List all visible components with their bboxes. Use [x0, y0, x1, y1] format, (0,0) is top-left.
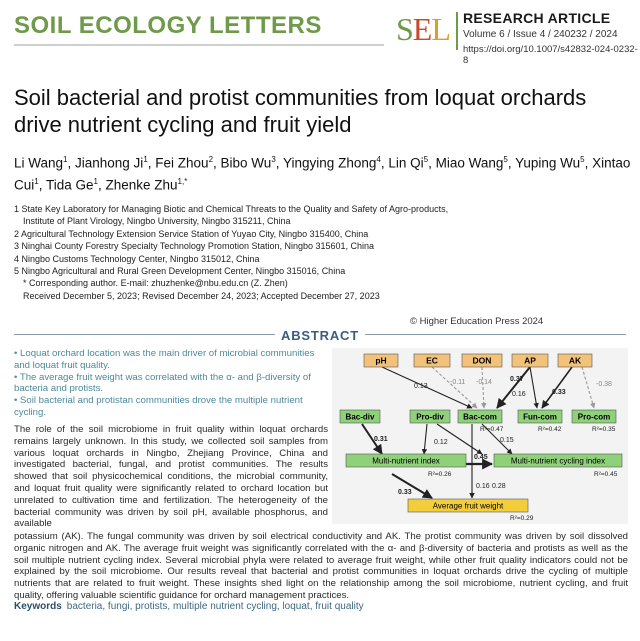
- author-name: Tida Ge: [45, 177, 94, 192]
- author-affiliation-mark: 5: [503, 155, 508, 164]
- author-affiliation-mark: 1: [63, 155, 68, 164]
- r2-fruit: R²=0.29: [510, 515, 534, 522]
- volume-info: Volume 6 / Issue 4 / 240232 / 2024: [463, 29, 618, 40]
- affiliation-1-cont: Institute of Plant Virology, Ningbo University, Ningbo 315211, China: [23, 216, 291, 227]
- label-bac-com: Bac-com: [463, 412, 497, 422]
- highlight-3: • Soil bacterial and protistan communities drove the multiple nutrient cycling.: [14, 395, 303, 418]
- coef-extra: 0.28: [492, 483, 506, 490]
- author-name: Yuping Wu: [515, 155, 581, 171]
- coef-ec: -0.11: [450, 379, 466, 386]
- abstract-text-full: potassium (AK). The fungal community was driven by soil electrical conductivity and AK. The protist community was driven by soil dissolved organic nitrogen and AK. The average fruit weight was significantly correlated with the α- and β-diversity of bacteria and protists as well as the soil multiple nutrient cycling index. Several microbial phyla were related to average fruit weight, while other fruit quality indicators could not be explained by the soil microbiome. Our results reveal that bacterial and protist communities in loquat orchards drive the cycling of multiple nutrients that are related to fruit weight. These insights shed light on the relationship among the soil microbiome, nutrient cycling, and fruit quality, offering valuable scientific guidance for orchard management practices.: [14, 531, 628, 601]
- author-affiliation-mark: 2: [208, 155, 214, 164]
- doi-link[interactable]: https://doi.org/10.1007/s42832-024-0232-8: [463, 44, 638, 66]
- keywords-label: Keywords: [14, 601, 62, 612]
- label-multi-cycling: Multi-nutrient cycling index: [510, 456, 606, 466]
- author-affiliation-mark: 1,*: [177, 176, 188, 186]
- journal-rule: [14, 44, 384, 46]
- author-affiliation-mark: 1: [93, 176, 98, 186]
- journal-name: SOIL ECOLOGY LETTERS: [14, 12, 322, 39]
- logo-e: E: [412, 11, 432, 47]
- corresponding-author: * Corresponding author. E-mail: zhuzhenke@nbu.edu.cn (Z. Zhen): [23, 278, 288, 289]
- affiliation-4: 4 Ningbo Customs Technology Center, Ningbo 315012, China: [14, 253, 260, 264]
- r2-bac-com: R²=0.47: [480, 426, 504, 433]
- author-affiliation-mark: 4: [376, 155, 381, 164]
- coef-ph: 0.13: [414, 383, 428, 390]
- label-pro-div: Pro-div: [416, 412, 444, 422]
- r2-pro-com: R²=0.35: [592, 426, 616, 433]
- author-name: Li Wang: [14, 155, 64, 171]
- copyright: © Higher Education Press 2024: [410, 316, 544, 327]
- label-fun-com: Fun-com: [523, 412, 557, 422]
- highlights: [14, 348, 328, 419]
- affiliation-5: 5 Ningbo Agricultural and Rural Green Development Center, Ningbo 315016, China: [14, 266, 346, 277]
- author-name: Jianhong Ji: [75, 155, 144, 171]
- label-ph: pH: [375, 355, 387, 366]
- coef-baccom-mnci: 0.15: [500, 437, 514, 444]
- author-name: Xintao Cui: [14, 155, 631, 192]
- author-name: Bibo Wu: [220, 155, 272, 171]
- highlight-1: • Loquat orchard location was the main driver of microbial communities and loquat fruit quality.: [14, 348, 315, 371]
- coef-prodiv-mni: 0.12: [434, 439, 448, 446]
- abstract-heading: ABSTRACT: [275, 328, 365, 343]
- label-ap: AP: [524, 355, 536, 366]
- label-don: DON: [472, 355, 492, 366]
- label-multi-nutrient: Multi-nutrient index: [372, 456, 440, 466]
- coef-bacdiv-mni: 0.31: [374, 436, 388, 443]
- author-affiliation-mark: 5: [423, 155, 429, 164]
- coef-mni-fruit: 0.33: [398, 489, 412, 496]
- author-affiliation-mark: 3: [271, 155, 276, 164]
- r2-multi-nutrient: R²=0.26: [428, 471, 452, 478]
- author-name: Zhenke Zhu: [105, 177, 178, 192]
- affiliation-1: 1 State Key Laboratory for Managing Biotic and Chemical Threats to the Quality and Safety of Agro-products,: [14, 204, 449, 214]
- r2-fun-com: R²=0.42: [538, 426, 562, 433]
- coef-don: -0.14: [476, 379, 492, 386]
- article-type: RESEARCH ARTICLE: [463, 10, 611, 26]
- affiliation-3: 3 Ninghai County Forestry Specialty Technology Promotion Station, Ningbo 315601, China: [14, 241, 375, 252]
- author-affiliation-mark: 1: [34, 176, 39, 186]
- sem-path-diagram: [332, 348, 628, 524]
- label-ak: AK: [568, 355, 582, 366]
- coef-mni-mnci: 0.45: [474, 454, 488, 461]
- author-name: Miao Wang: [435, 155, 504, 171]
- logo-s: S: [396, 11, 413, 47]
- author-affiliation-mark: 1: [143, 155, 148, 164]
- journal-logo: [396, 12, 452, 46]
- author-name: Lin Qi: [388, 155, 424, 171]
- article-title: Soil bacterial and protist communities from loquat orchards drive nutrient cycling and fruit yield: [14, 85, 587, 137]
- keywords: [14, 601, 628, 612]
- label-bac-div: Bac-div: [345, 412, 375, 422]
- coef-ap-baccom: 0.37: [510, 376, 524, 383]
- author-name: Yingying Zhong: [283, 155, 377, 171]
- affiliations: [14, 203, 634, 302]
- author-affiliation-mark: 5: [580, 155, 585, 164]
- received-dates: Received December 5, 2023; Revised December 24, 2023; Accepted December 27, 2023: [23, 290, 380, 301]
- label-fruit-weight: Average fruit weight: [432, 501, 504, 511]
- label-pro-com: Pro-com: [577, 412, 611, 422]
- logo-divider: [456, 12, 458, 50]
- affiliation-2: 2 Agricultural Technology Extension Service Station of Yuyao City, Ningbo 315400, China: [14, 228, 369, 239]
- author-name: Fei Zhou: [155, 155, 209, 171]
- author-list: Li Wang$^1$, Jianhong Ji$^1$, Fei Zhou$^2$, Bibo Wu$^3$, Yingying Zhong$^4$, Lin Qi$^5$, Miao Wang$^5$, Yuping Wu$^5$, Xintao Cui$^1$, Tida Ge$^1$, Zhenke Zhu$^{1,*}$: [14, 155, 631, 192]
- coef-ak-procom: -0.38: [596, 381, 612, 388]
- abstract-text-left: The role of the soil microbiome in fruit quality within loquat orchards remains largely unknown. In this study, we collected soil samples from various loquat orchards in Ningbo, Zhejiang Province, China and investigated bacterial, fungal, and protist communities. The results showed that soil physicochemical conditions, the microbial community, and loquat fruit quality were significantly related to orchard location but unrelated to cultivation time and fertilization. The heterogeneity of the bacterial community was driven by soil pH, available phosphorus, and available: [14, 424, 328, 530]
- r2-multi-cycling: R²=0.45: [594, 471, 618, 478]
- highlight-2: • The average fruit weight was correlated with the α- and β-diversity of bacteria and protists.: [14, 371, 311, 395]
- label-ec: EC: [426, 355, 438, 366]
- logo-l: L: [431, 11, 450, 47]
- keywords-text: bacteria, fungi, protists, multiple nutrient cycling, loquat, fruit quality: [66, 601, 364, 612]
- coef-ap-funcom: 0.16: [512, 391, 526, 398]
- coef-baccom-fruit: 0.16: [476, 483, 490, 490]
- coef-ak-funcom: 0.33: [552, 389, 566, 396]
